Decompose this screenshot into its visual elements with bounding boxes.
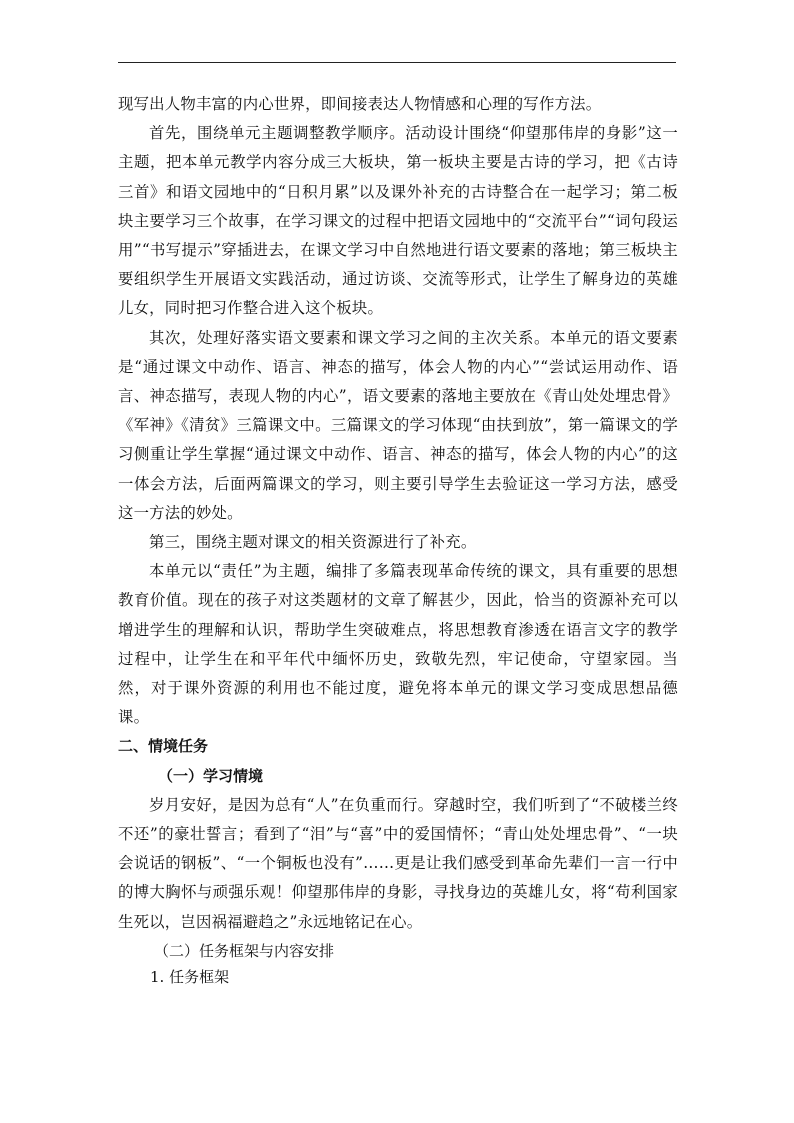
paragraph-first: 首先，围绕单元主题调整教学顺序。活动设计围绕“仰望那伟岸的身影”这一主题，把本单元教学内容分成三大板块，第一板块主要是古诗的学习，把《古诗三首》和语文园地中的“日积月累”以及课外补充的古诗整合在一起学习；第二板块主要学习三个故事，在学习课文的过程中把语文园地中的“交流平台”“词句段运用”“书写提示”穿插进去，在课文学习中自然地进行语文要素的落地；第三板块主要组织学生开展语文实践活动，通过访谈、交流等形式，让学生了解身边的英雄儿女，同时把习作整合进入这个板块。 [118,124,678,318]
paragraph-second: 其次，处理好落实语文要素和课文学习之间的主次关系。本单元的语文要素是“通过课文中动作、语言、神态的描写，体会人物的内心”“尝试运用动作、语言、神态描写，表现人物的内心”，语文要素的落地主要放在《青山处处埋忠骨》《军神》《清贫》三篇课文中。三篇课文的学习体现“由扶到放”，第一篇课文的学习侧重让学生掌握“通过课文中动作、语言、神态的描写，体会人物的内心”的这一体会方法，后面两篇课文的学习，则主要引导学生去验证这一学习方法，感受这一方法的妙处。 [118,328,678,522]
paragraph-situation: 岁月安好，是因为总有“人”在负重而行。穿越时空，我们听到了“不破楼兰终不还”的豪壮誓言；看到了“泪”与“喜”中的爱国情怀；“青山处处埋忠骨”、“一块会说话的钢板”、“一个铜板也没有”……更是让我们感受到革命先辈们一言一行中的博大胸怀与顽强乐观！仰望那伟岸的身影，寻找身边的英雄儿女，将“苟利国家生死以，岂因祸福避趋之”永远地铭记在心。 [118,795,678,931]
list-item-task-framework: 1. 任务框架 [150,968,230,987]
subheading-task-framework: （二）任务框架与内容安排 [154,941,335,960]
subheading-learning-situation: （一）学习情境 [158,766,264,785]
paragraph-theme: 本单元以“责任”为主题，编排了多篇表现革命传统的课文，具有重要的思想教育价值。现在的孩子对这类题材的文章了解甚少，因此，恰当的资源补充可以增进学生的理解和认识，帮助学生突破难点，将思想教育渗透在语言文字的教学过程中，让学生在和平年代中缅怀历史，致敬先烈，牢记使命，守望家园。当然，对于课外资源的利用也不能过度，避免将本单元的课文学习变成思想品德课。 [118,562,678,727]
document-body [118,90,678,988]
section-heading-situation-task: 二、情境任务 [118,737,209,756]
header-rule [118,62,676,63]
paragraph-third: 第三，围绕主题对课文的相关资源进行了补充。 [149,533,477,552]
paragraph-continuation: 现写出人物丰富的内心世界，即间接表达人物情感和心理的写作方法。 [118,95,602,113]
